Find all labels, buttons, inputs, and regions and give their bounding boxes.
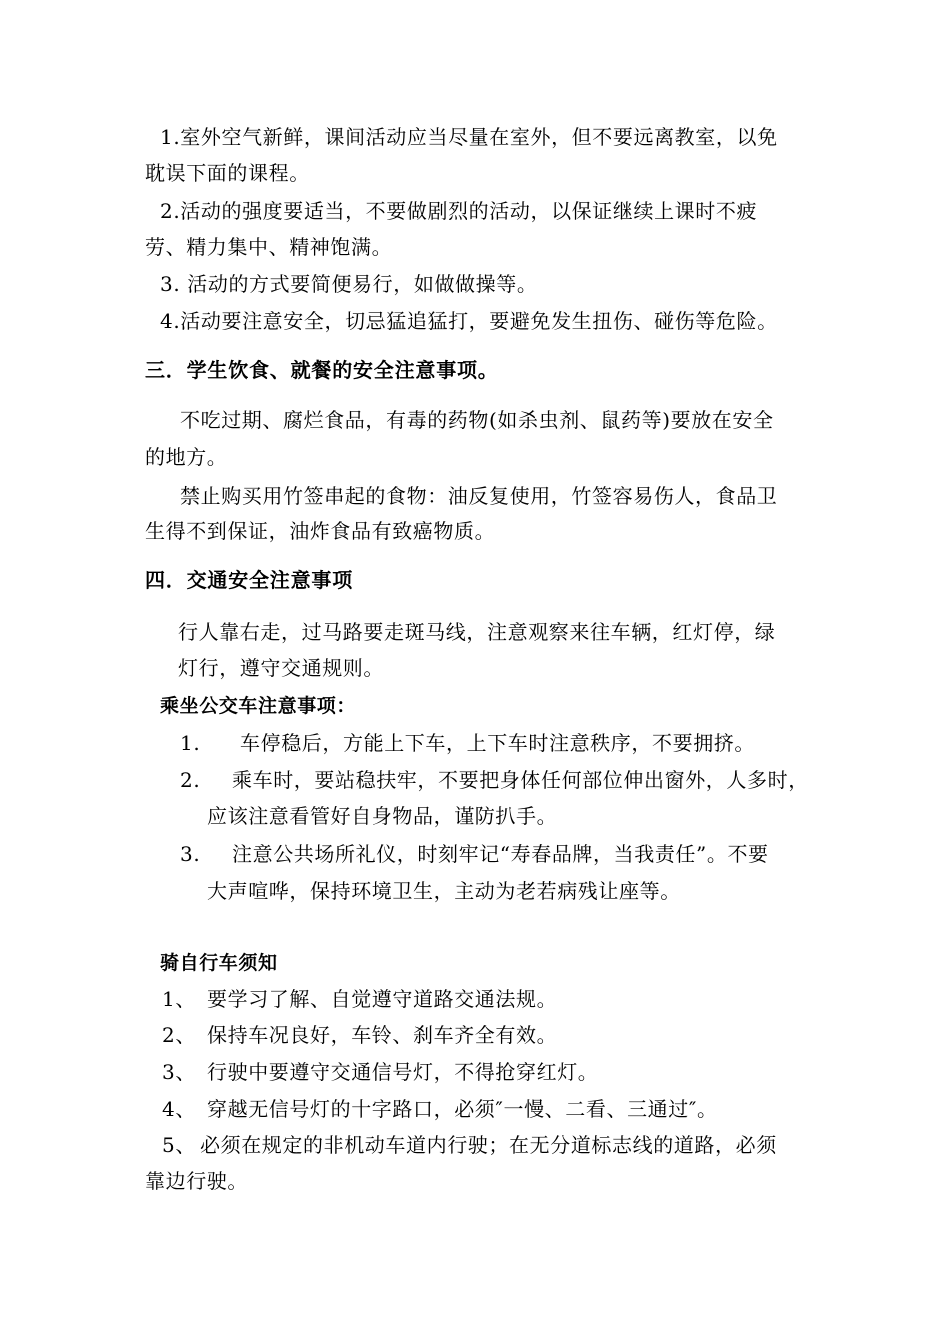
activity-item-1-line-2: 耽误下面的课程。: [145, 161, 310, 185]
bike-item-1-text: 要学习了解、自觉遵守道路交通法规。: [207, 987, 558, 1011]
bike-item-3-text: 行驶中要遵守交通信号灯，不得抢穿红灯。: [207, 1060, 599, 1084]
bus-item-3-number: 3.: [180, 842, 201, 866]
bus-item-3-line-2: 大声喧哗，保持环境卫生，主动为老若病残让座等。: [207, 879, 681, 903]
traffic-paragraph-line-2: 灯行，遵守交通规则。: [178, 656, 384, 680]
food-section-heading: 三．学生饮食、就餐的安全注意事项。: [145, 358, 499, 382]
bike-item-5-line-2: 靠边行驶。: [145, 1169, 248, 1193]
bus-item-2-line-2: 应该注意看管好自身物品，谨防扒手。: [207, 804, 558, 828]
bus-item-2-line-1: 乘车时，要站稳扶牢，不要把身体任何部位伸出窗外，人多时，: [232, 768, 809, 792]
traffic-section-heading: 四．交通安全注意事项: [145, 568, 353, 592]
bus-item-3-line-1: 注意公共场所礼仪，时刻牢记“寿春品牌，当我责任”。不要: [232, 842, 769, 866]
traffic-paragraph-line-1: 行人靠右走，过马路要走斑马线，注意观察来往车辆，红灯停，绿: [178, 620, 776, 644]
food-paragraph-2-line-1: 禁止购买用竹签串起的食物：油反复使用，竹签容易伤人，食品卫: [180, 484, 778, 508]
bus-subheading: 乘坐公交车注意事项：: [160, 695, 357, 717]
food-paragraph-1-line-1: 不吃过期、腐烂食品，有毒的药物(如杀虫剂、鼠药等)要放在安全: [180, 408, 774, 432]
bus-item-1-text: 车停稳后，方能上下车，上下车时注意秩序，不要拥挤。: [240, 731, 755, 755]
bike-item-1-number: 1、: [162, 987, 196, 1011]
bike-item-3-number: 3、: [162, 1060, 196, 1084]
activity-item-2-line-2: 劳、精力集中、精神饱满。: [145, 235, 393, 259]
activity-item-4: 4.活动要注意安全，切忌猛追猛打，要避免发生扭伤、碰伤等危险。: [160, 309, 778, 333]
bike-item-4-number: 4、: [162, 1097, 196, 1121]
activity-item-2-line-1: 2.活动的强度要适当，不要做剧烈的活动，以保证继续上课时不疲: [160, 199, 758, 223]
food-paragraph-2-line-2: 生得不到保证，油炸食品有致癌物质。: [145, 519, 496, 543]
activity-item-3: 3. 活动的方式要简便易行，如做做操等。: [160, 272, 538, 296]
bike-item-4-text: 穿越无信号灯的十字路口，必须″一慢、二看、三通过″。: [207, 1097, 718, 1121]
bus-item-1-number: 1.: [180, 731, 201, 755]
bike-subheading: 骑自行车须知: [160, 952, 278, 974]
bike-item-2-number: 2、: [162, 1023, 196, 1047]
activity-item-1-line-1: 1.室外空气新鲜，课间活动应当尽量在室外，但不要远离教室，以免: [160, 125, 778, 149]
bike-item-5-number: 5、: [162, 1133, 196, 1157]
food-paragraph-1-line-2: 的地方。: [145, 445, 228, 469]
bike-item-2-text: 保持车况良好，车铃、刹车齐全有效。: [207, 1023, 558, 1047]
bus-item-2-number: 2.: [180, 768, 201, 792]
bike-item-5-line-1: 必须在规定的非机动车道内行驶；在无分道标志线的道路，必须: [200, 1133, 777, 1157]
